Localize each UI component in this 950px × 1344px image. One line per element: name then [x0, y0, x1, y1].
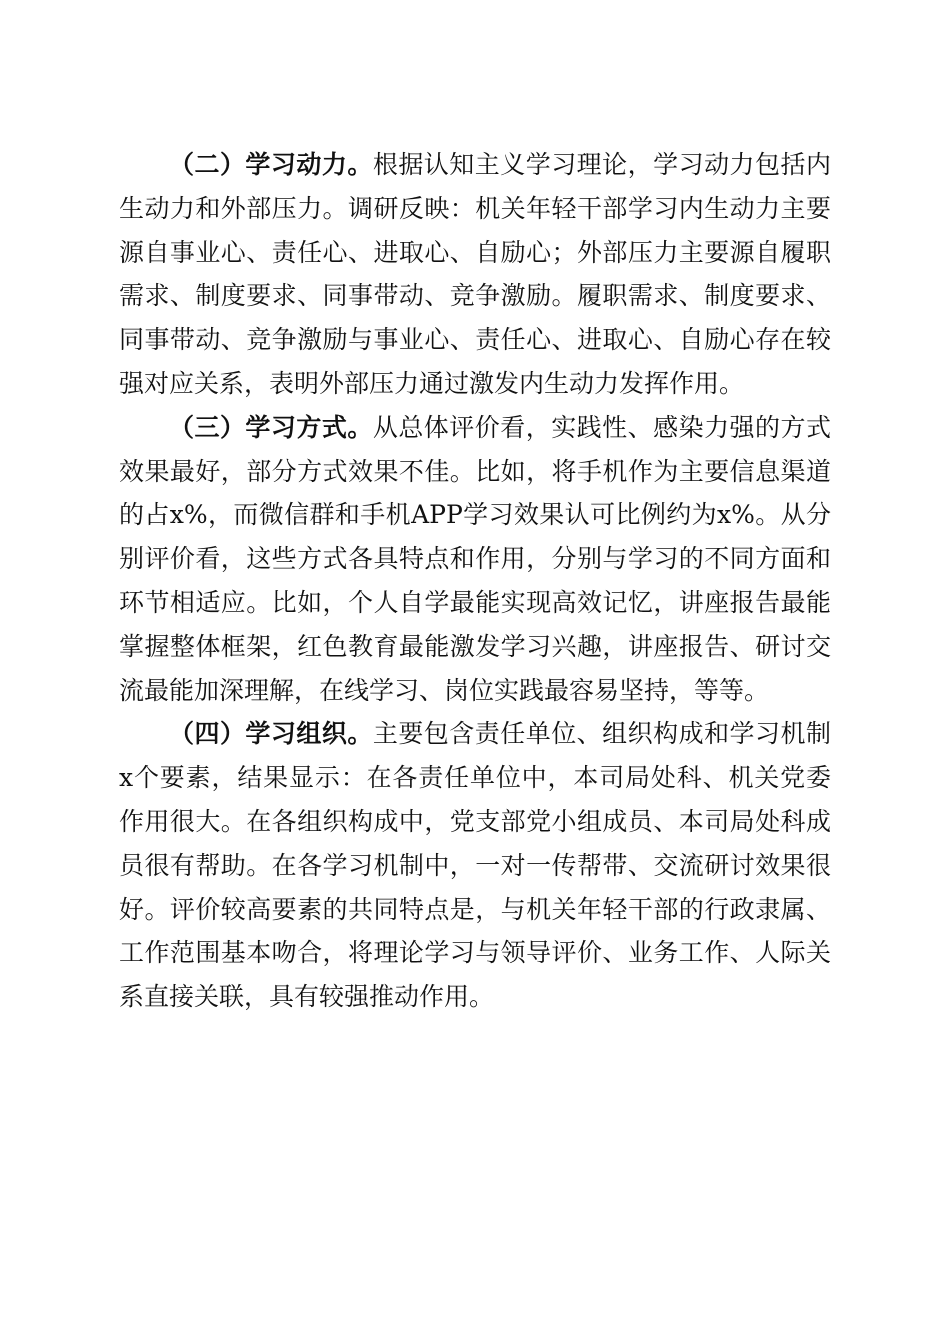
paragraph-text: 根据认知主义学习理论，学习动力包括内生动力和外部压力。调研反映：机关年轻干部学习内生动力主要源自事业心、责任心、进取心、自励心；外部压力主要源自履职需求、制度要求、同事带动、竞争激励。履职需求、制度要求、同事带动、竞争激励与事业心、责任心、进取心、自励心存在较强对应关系，表明外部压力通过激发内生动力发挥作用。: [119, 150, 831, 398]
paragraph-learning-motivation: [119, 143, 831, 406]
paragraph-learning-organization: [119, 712, 831, 1019]
paragraph-text: 主要包含责任单位、组织构成和学习机制x个要素，结果显示：在各责任单位中，本司局处科、机关党委作用很大。在各组织构成中，党支部党小组成员、本司局处科成员很有帮助。在各学习机制中，一对一传帮带、交流研讨效果很好。评价较高要素的共同特点是，与机关年轻干部的行政隶属、工作范围基本吻合，将理论学习与领导评价、业务工作、人际关系直接关联，具有较强推动作用。: [119, 719, 831, 1012]
paragraph-learning-methods: [119, 406, 831, 713]
section-heading: （四）学习组织。: [169, 719, 373, 749]
section-heading: （三）学习方式。: [169, 412, 373, 442]
document-body: [119, 143, 831, 1019]
section-heading: （二）学习动力。: [169, 150, 373, 179]
paragraph-text: 从总体评价看，实践性、感染力强的方式效果最好，部分方式效果不佳。比如，将手机作为主要信息渠道的占x%，而微信群和手机APP学习效果认可比例约为x%。从分别评价看，这些方式各具特点和作用，分别与学习的不同方面和环节相适应。比如，个人自学最能实现高效记忆，讲座报告最能掌握整体框架，红色教育最能激发学习兴趣，讲座报告、研讨交流最能加深理解，在线学习、岗位实践最容易坚持，等等。: [119, 412, 831, 705]
